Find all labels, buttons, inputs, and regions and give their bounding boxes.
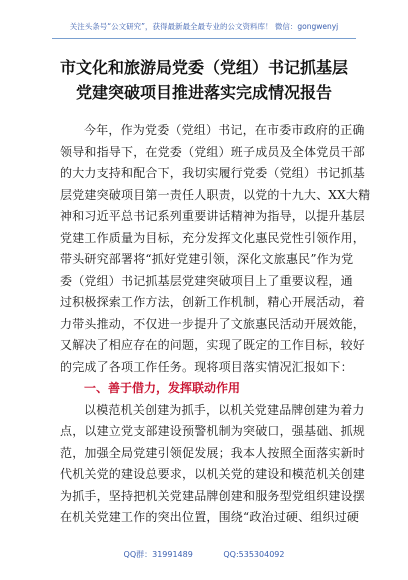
paragraph-line: 以模范机关创建为抓手，以机关党建品牌创建为着力 xyxy=(84,402,365,417)
paragraph-line: 党建工作质量为目标，充分发挥文化惠民党性引领作用， xyxy=(60,230,366,245)
paragraph-line: 带头研究部署将“抓好党建引领，深化文旅惠民”作为党 xyxy=(60,252,354,266)
paragraph-line: 过积极探索工作方法，创新工作机制，精心开展活动，着 xyxy=(60,295,366,309)
paragraph-line: 层党建突破项目第一责任人职责，以党的十九大、XX大精 xyxy=(60,187,371,202)
paragraph-line: 今年，作为党委（党组）书记，在市委市政府的正确 xyxy=(84,123,365,137)
footer-qq-group: QQ群：31991489 xyxy=(123,550,193,559)
paragraph-line: 在机关党建工作的突出位置，围绕“政治过硬、组织过硬 xyxy=(60,510,360,524)
paragraph-2 xyxy=(60,400,366,529)
paragraph-line: 领导和指导下，在党委（党组）班子成员及全体党员干部 xyxy=(60,144,366,159)
document-title xyxy=(40,55,368,105)
paragraph-line: 为抓手，坚持把机关党建品牌创建和服务型党组织建设摆 xyxy=(60,488,366,503)
footer-qq: QQ:535304092 xyxy=(223,550,285,559)
paragraph-1 xyxy=(60,120,371,378)
paragraph-line: 又解决了相应存在的问题，实现了既定的工作目标，较好 xyxy=(60,338,366,352)
title-line-2: 党建突破项目推进落实完成情况报告 xyxy=(75,83,332,102)
paragraph-line: 的大力支持和配合下，我切实履行党委（党组）书记抓基 xyxy=(60,166,366,180)
header-banner: 关注头条号“公文研究”，获得最新最全最专业的公文资料库！ 微信：gongwenyj xyxy=(52,16,356,39)
paragraph-line: 的完成了各项工作任务。现将项目落实情况汇报如下： xyxy=(60,359,353,374)
footer-contact xyxy=(0,547,408,563)
paragraph-line: 神和习近平总书记系列重要讲话精神为指导，以提升基层 xyxy=(60,209,366,223)
paragraph-line: 代机关党的建设总要求，以机关党的建设和模范机关创建 xyxy=(60,467,366,481)
paragraph-line: 力带头推动，不仅进一步提升了文旅惠民活动开展效能， xyxy=(60,316,366,331)
section-heading-1: 一、善于借力，发挥联动作用 xyxy=(84,381,241,395)
paragraph-line: 委（党组）书记抓基层党建突破项目上了重要议程，通 xyxy=(60,273,353,288)
document-body xyxy=(60,120,371,529)
paragraph-line: 点，以建立党支部建设预警机制为突破口，强基础、抓规 xyxy=(60,424,366,438)
paragraph-line: 范，加强全局党建引领促发展；我本人按照全面落实新时 xyxy=(60,445,366,460)
title-line-1: 市文化和旅游局党委（党组）书记抓基层 xyxy=(59,58,348,77)
